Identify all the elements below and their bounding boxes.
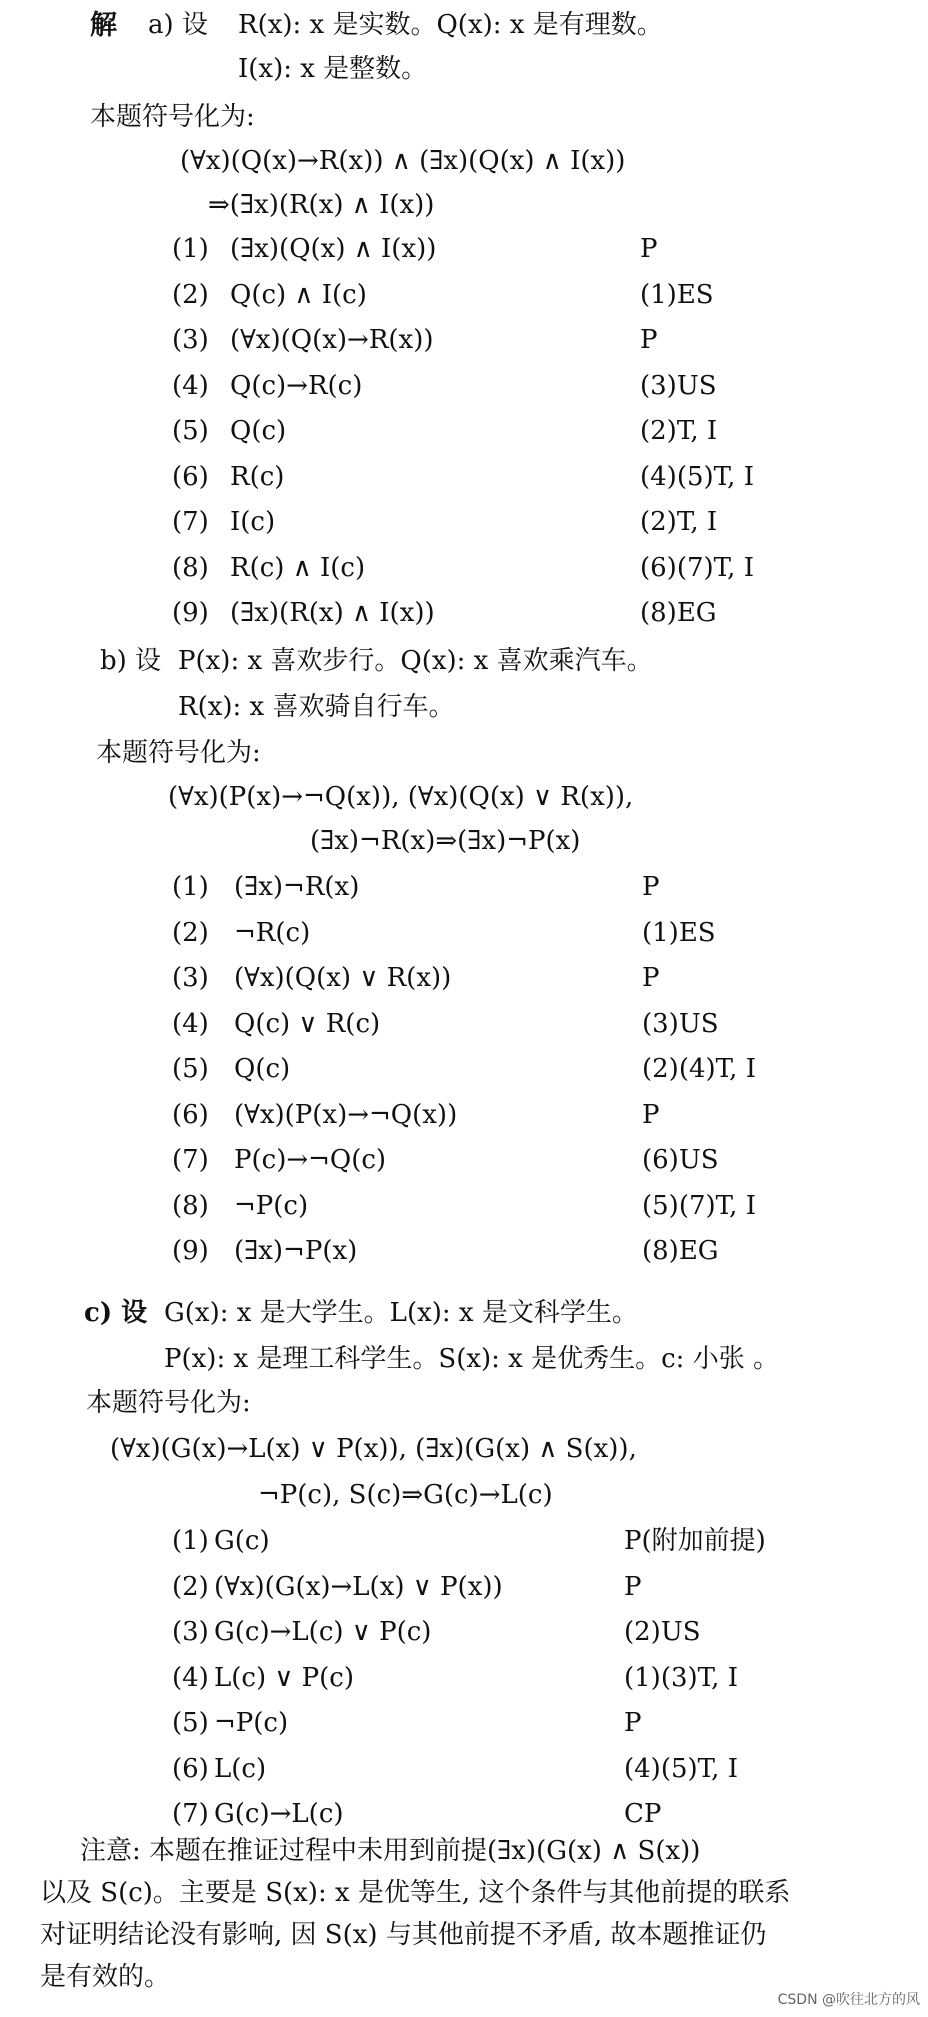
part-c-label: c) 设	[84, 1298, 148, 1328]
part-c-step-number: (2)	[172, 1571, 209, 1602]
part-a-step-rule: (2)T, I	[640, 507, 718, 537]
part-c-step-rule: (2)US	[624, 1617, 701, 1647]
part-a-step-number: (2)	[172, 279, 209, 310]
part-b-step-rule: (6)US	[642, 1145, 719, 1175]
part-c-step-expression: L(c)	[214, 1753, 267, 1784]
note-line-4: 是有效的。	[40, 1962, 171, 1992]
part-b-step-rule: (8)EG	[642, 1236, 719, 1266]
part-a-symbolize-label: 本题符号化为:	[90, 102, 255, 132]
part-b-step-expression: (∃x)¬P(x)	[234, 1236, 358, 1266]
part-a-formula-1: (∀x)(Q(x)→R(x)) ∧ (∃x)(Q(x) ∧ I(x))	[180, 146, 626, 176]
part-b-step-expression: Q(c)	[234, 1054, 291, 1084]
part-b-step-number: (2)	[172, 917, 209, 948]
part-b-symbolize-label: 本题符号化为:	[96, 738, 261, 768]
part-a-step-expression: (∀x)(Q(x)→R(x))	[230, 325, 434, 355]
part-b-step-rule: (5)(7)T, I	[642, 1190, 756, 1221]
part-c-step-expression: G(c)→L(c) ∨ P(c)	[214, 1617, 432, 1647]
part-a-step-number: (6)	[172, 461, 209, 492]
part-a-step-expression: Q(c)	[230, 416, 287, 446]
part-b-step-rule: P	[642, 872, 660, 902]
part-c-step-number: (3)	[172, 1617, 209, 1647]
part-b-step-rule: (1)ES	[642, 917, 716, 948]
part-a-label: a) 设	[148, 10, 208, 40]
part-b-step-expression: ¬R(c)	[234, 917, 311, 948]
note-line-3: 对证明结论没有影响, 因 S(x) 与其他前提不矛盾, 故本题推证仍	[40, 1920, 767, 1950]
part-b-step-rule: P	[642, 963, 660, 993]
part-a-step-rule: (1)ES	[640, 279, 714, 310]
note-paragraph	[40, 1830, 890, 1998]
part-c-step-expression: G(c)→L(c)	[214, 1799, 344, 1829]
part-b-step-number: (9)	[172, 1236, 209, 1266]
part-c-step-expression: G(c)	[214, 1526, 270, 1556]
part-c-definition-1: G(x): x 是大学生。L(x): x 是文科学生。	[164, 1298, 638, 1328]
part-b-step-number: (1)	[172, 872, 209, 902]
part-c-step-rule: CP	[624, 1799, 662, 1829]
part-a-definition-1: R(x): x 是实数。Q(x): x 是有理数。	[238, 10, 663, 40]
part-a-step-rule: (3)US	[640, 370, 717, 401]
part-c-step-rule: P	[624, 1708, 642, 1738]
part-b-step-number: (7)	[172, 1145, 209, 1175]
part-a-step-expression: Q(c)→R(c)	[230, 370, 363, 401]
part-b-step-expression: (∀x)(Q(x) ∨ R(x))	[234, 963, 452, 993]
part-a-formula-2: ⇒(∃x)(R(x) ∧ I(x))	[208, 190, 435, 220]
part-b-step-expression: P(c)→¬Q(c)	[234, 1145, 387, 1175]
part-c-step-number: (6)	[172, 1753, 209, 1784]
part-a-step-expression: R(c) ∧ I(c)	[230, 552, 366, 583]
part-b-formula-2: (∃x)¬R(x)⇒(∃x)¬P(x)	[310, 826, 581, 856]
part-a-step-number: (7)	[172, 507, 209, 537]
note-line-2: 以及 S(c)。主要是 S(x): x 是优等生, 这个条件与其他前提的联系	[40, 1878, 791, 1908]
part-c-step-number: (7)	[172, 1799, 209, 1829]
part-b-step-expression: (∀x)(P(x)→¬Q(x))	[234, 1099, 458, 1130]
part-a-definition-2: I(x): x 是整数。	[238, 54, 428, 84]
part-a-step-number: (8)	[172, 552, 209, 583]
part-c-step-rule: P(附加前提)	[624, 1526, 766, 1556]
part-a-step-number: (3)	[172, 325, 209, 355]
part-c-step-expression: ¬P(c)	[214, 1708, 289, 1738]
part-a-step-expression: (∃x)(Q(x) ∧ I(x))	[230, 234, 437, 264]
part-a-step-rule: (2)T, I	[640, 416, 718, 446]
part-c-step-expression: (∀x)(G(x)→L(x) ∨ P(x))	[214, 1571, 503, 1602]
part-b-step-expression: Q(c) ∨ R(c)	[234, 1008, 381, 1039]
part-b-step-rule: P	[642, 1099, 660, 1130]
part-a-step-number: (4)	[172, 370, 209, 401]
part-c-step-expression: L(c) ∨ P(c)	[214, 1662, 355, 1693]
part-b-step-number: (3)	[172, 963, 209, 993]
part-c-formula-1: (∀x)(G(x)→L(x) ∨ P(x)), (∃x)(G(x) ∧ S(x)),	[110, 1434, 637, 1464]
part-a-step-number: (5)	[172, 416, 209, 446]
note-line-1: 注意: 本题在推证过程中未用到前提(∃x)(G(x) ∧ S(x))	[80, 1836, 701, 1866]
part-c-step-rule: P	[624, 1571, 642, 1602]
part-c-step-number: (4)	[172, 1662, 209, 1693]
part-a-step-expression: Q(c) ∧ I(c)	[230, 279, 367, 310]
part-a-step-expression: I(c)	[230, 507, 276, 537]
part-a-step-expression: (∃x)(R(x) ∧ I(x))	[230, 598, 435, 628]
part-c-step-number: (1)	[172, 1526, 209, 1556]
part-b-step-number: (8)	[172, 1190, 209, 1221]
part-c-step-number: (5)	[172, 1708, 209, 1738]
part-b-step-number: (6)	[172, 1099, 209, 1130]
part-c-symbolize-label: 本题符号化为:	[86, 1388, 251, 1418]
part-c-formula-2: ¬P(c), S(c)⇒G(c)→L(c)	[258, 1480, 553, 1510]
part-a-step-rule: P	[640, 234, 658, 264]
part-b-step-number: (4)	[172, 1008, 209, 1039]
part-b-formula-1: (∀x)(P(x)→¬Q(x)), (∀x)(Q(x) ∨ R(x)),	[168, 782, 634, 812]
part-b-step-rule: (2)(4)T, I	[642, 1054, 756, 1084]
part-c-step-rule: (1)(3)T, I	[624, 1662, 738, 1693]
part-a-step-expression: R(c)	[230, 461, 285, 492]
part-a-step-rule: P	[640, 325, 658, 355]
part-c-step-rule: (4)(5)T, I	[624, 1753, 738, 1784]
part-a-step-rule: (6)(7)T, I	[640, 552, 754, 583]
part-c-definition-2: P(x): x 是理工科学生。S(x): x 是优秀生。c: 小张 。	[164, 1344, 779, 1374]
part-b-step-expression: (∃x)¬R(x)	[234, 872, 360, 902]
part-a-step-number: (1)	[172, 234, 209, 264]
part-b-label: b) 设	[100, 646, 162, 676]
solution-label: 解	[90, 10, 117, 41]
part-b-definition-2: R(x): x 喜欢骑自行车。	[178, 692, 455, 722]
part-b-step-rule: (3)US	[642, 1008, 719, 1039]
part-a-step-rule: (4)(5)T, I	[640, 461, 754, 492]
part-a-step-number: (9)	[172, 598, 209, 628]
part-b-step-expression: ¬P(c)	[234, 1190, 309, 1221]
part-a-step-rule: (8)EG	[640, 598, 717, 628]
part-b-definition-1: P(x): x 喜欢步行。Q(x): x 喜欢乘汽车。	[178, 646, 653, 676]
watermark: CSDN @吹往北方的风	[777, 1992, 920, 2008]
part-b-step-number: (5)	[172, 1054, 209, 1084]
